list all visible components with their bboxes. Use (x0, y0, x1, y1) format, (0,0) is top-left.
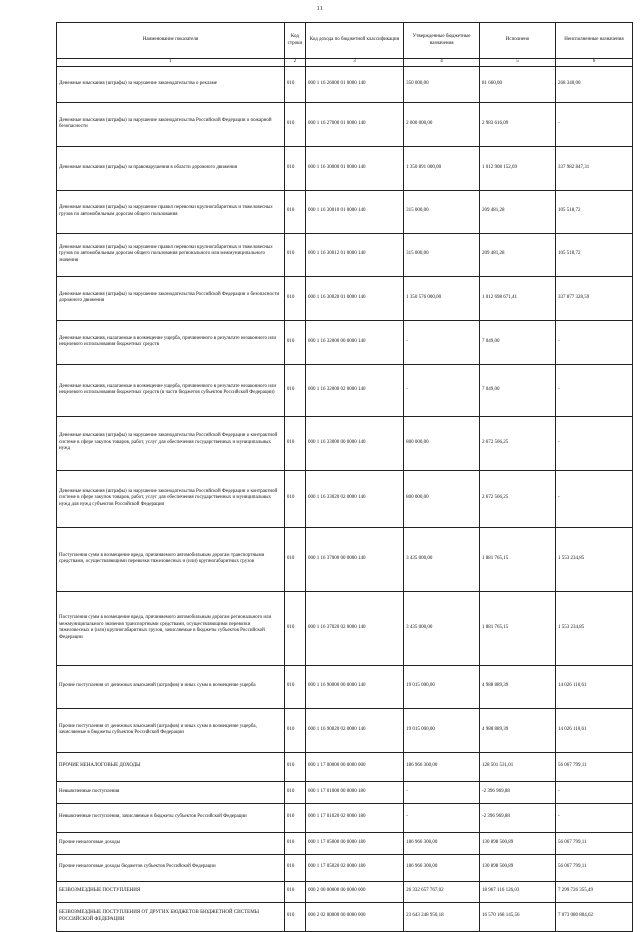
table-row (57, 752, 633, 781)
row-kbk: 000 1 16 90000 00 0000 140 (305, 665, 403, 708)
row-executed: 130 898 500,89 (480, 832, 556, 854)
row-name: Невыясненные поступления (57, 781, 285, 803)
table-row (57, 470, 633, 527)
row-kbk: 000 1 16 30000 01 0000 140 (305, 146, 403, 190)
row-code: 010 (284, 102, 305, 146)
table-row (57, 854, 633, 881)
column-number: 3 (305, 59, 403, 67)
row-approved: 186 966 300,00 (404, 832, 480, 854)
row-executed: 1 012 908 152,69 (480, 146, 556, 190)
row-code: 010 (284, 233, 305, 276)
row-kbk: 000 1 16 26000 01 0000 140 (305, 66, 403, 102)
row-approved: 350 000,00 (404, 66, 480, 102)
row-code: 010 (284, 470, 305, 527)
row-name: Денежные взыскания (штрафы) за нарушение законодательства Российской Федерации о пожарной безопасности (57, 102, 285, 146)
column-number: 6 (555, 59, 632, 67)
row-kbk: 000 1 16 33020 02 0000 140 (305, 470, 403, 527)
row-kbk: 000 2 02 00000 00 0000 000 (305, 902, 403, 931)
row-unexecuted: 14 026 110,61 (555, 665, 632, 708)
row-code: 010 (284, 665, 305, 708)
row-unexecuted: - (555, 781, 632, 803)
row-name: Невыясненные поступления, зачисляемые в бюджеты субъектов Российской Федерации (57, 803, 285, 832)
table-row (57, 665, 633, 708)
row-code: 010 (284, 527, 305, 591)
column-number-row (57, 59, 633, 67)
row-executed: 81 660,00 (480, 66, 556, 102)
row-code: 010 (284, 708, 305, 752)
row-executed: 7 049,00 (480, 320, 556, 364)
table-row (57, 527, 633, 591)
page-number: 11 (316, 6, 324, 12)
row-name: Денежные взыскания (штрафы) за нарушение правил перевозки крупногабаритных и тяжеловесных грузов по автомобильным дорогам общего пользования (57, 190, 285, 233)
header-row (57, 23, 633, 59)
row-unexecuted: 337 877 328,59 (555, 276, 632, 320)
budget-execution-table (56, 22, 633, 932)
row-code: 010 (284, 591, 305, 665)
table-row (57, 320, 633, 364)
row-unexecuted: 105 518,72 (555, 190, 632, 233)
row-approved: 19 015 000,00 (404, 665, 480, 708)
row-name: Прочие поступления от денежных взысканий (штрафов) и иных сумм в возмещение ущерба, зачисляемые в бюджеты субъектов Российской Федерации (57, 708, 285, 752)
row-executed: 130 898 500,89 (480, 854, 556, 881)
row-kbk: 000 1 16 30020 01 0000 140 (305, 276, 403, 320)
row-code: 010 (284, 832, 305, 854)
row-code: 010 (284, 146, 305, 190)
row-unexecuted: 268 340,00 (555, 66, 632, 102)
row-unexecuted: - (555, 470, 632, 527)
row-approved: 23 643 248 950,18 (404, 902, 480, 931)
row-kbk: 000 1 17 05000 00 0000 180 (305, 832, 403, 854)
table-row (57, 881, 633, 902)
row-executed: 7 049,00 (480, 364, 556, 416)
table-row (57, 781, 633, 803)
row-unexecuted: 7 073 080 804,62 (555, 902, 632, 931)
row-approved: 3 435 000,00 (404, 591, 480, 665)
row-executed: 209 481,28 (480, 233, 556, 276)
row-name: Денежные взыскания (штрафы) за нарушение правил перевозки крупногабаритных и тяжеловесных грузов по автомобильным дорогам общего пользования регионального или межмуниципального значения (57, 233, 285, 276)
row-name: Прочие поступления от денежных взысканий (штрафов) и иных сумм в возмещение ущерба (57, 665, 285, 708)
row-unexecuted: 7 299 726 355,49 (555, 881, 632, 902)
row-name: Прочие неналоговые доходы (57, 832, 285, 854)
row-code: 010 (284, 66, 305, 102)
row-executed: 1 881 765,15 (480, 591, 556, 665)
row-code: 010 (284, 854, 305, 881)
row-kbk: 000 1 16 37000 00 0000 140 (305, 527, 403, 591)
row-name: Денежные взыскания, налагаемые в возмещение ущерба, причиненного в результате незаконного или нецелевого использования бюджетных средств (в части бюджетов субъектов Российской Федерации) (57, 364, 285, 416)
row-kbk: 000 1 16 33000 00 0000 140 (305, 416, 403, 470)
row-approved: - (404, 803, 480, 832)
table-row (57, 591, 633, 665)
row-approved: 1 350 891 000,00 (404, 146, 480, 190)
row-code: 010 (284, 416, 305, 470)
table-row (57, 902, 633, 931)
row-kbk: 000 1 16 32000 00 0000 140 (305, 320, 403, 364)
row-kbk: 000 1 17 00000 00 0000 000 (305, 752, 403, 781)
row-executed: 4 988 889,39 (480, 708, 556, 752)
row-kbk: 000 1 16 27000 01 0000 140 (305, 102, 403, 146)
row-code: 010 (284, 902, 305, 931)
header-code: Код строки (284, 23, 305, 59)
row-unexecuted: - (555, 803, 632, 832)
row-executed: 209 481,28 (480, 190, 556, 233)
row-unexecuted: 105 518,72 (555, 233, 632, 276)
row-code: 010 (284, 752, 305, 781)
row-code: 010 (284, 276, 305, 320)
header-approved: Утвержденные бюджетные назначения (404, 23, 480, 59)
row-approved: 26 332 657 767,02 (404, 881, 480, 902)
row-executed: 2 672 566,25 (480, 416, 556, 470)
row-name: Денежные взыскания, налагаемые в возмещение ущерба, причиненного в результате незаконного или нецелевого использования бюджетных средств (57, 320, 285, 364)
row-executed: 1 881 765,15 (480, 527, 556, 591)
row-name: Денежные взыскания (штрафы) за нарушение законодательства о рекламе (57, 66, 285, 102)
row-name: Поступления сумм в возмещение вреда, причиняемого автомобильным дорогам регионального или межмуниципального значения транспортными средствами, осуществляющими перевозки тяжеловесных и (или) крупногабаритных грузов, зачисляемые в бюджеты субъектов Российской Федерации (57, 591, 285, 665)
table-row (57, 832, 633, 854)
row-kbk: 000 1 16 32000 02 0000 140 (305, 364, 403, 416)
row-approved: - (404, 320, 480, 364)
row-approved: 186 966 300,00 (404, 752, 480, 781)
row-unexecuted: 56 067 799,11 (555, 854, 632, 881)
row-approved: 315 000,00 (404, 190, 480, 233)
row-code: 010 (284, 881, 305, 902)
table-row (57, 416, 633, 470)
row-executed: 18 967 116 126,03 (480, 881, 556, 902)
row-approved: 315 000,00 (404, 233, 480, 276)
row-executed: 2 983 616,09 (480, 102, 556, 146)
header-unexecuted: Неисполненные назначения (555, 23, 632, 59)
row-unexecuted: 1 553 234,85 (555, 527, 632, 591)
table-row (57, 146, 633, 190)
row-unexecuted: - (555, 320, 632, 364)
column-number: 1 (57, 59, 285, 67)
row-kbk: 000 1 17 01000 00 0000 180 (305, 781, 403, 803)
row-kbk: 000 1 16 30012 01 0000 140 (305, 233, 403, 276)
row-executed: 2 672 566,25 (480, 470, 556, 527)
table-row (57, 364, 633, 416)
row-approved: - (404, 364, 480, 416)
row-unexecuted: 56 067 799,11 (555, 752, 632, 781)
row-name: Денежные взыскания (штрафы) за нарушение законодательства Российской Федерации о контрактной системе в сфере закупок товаров, работ, услуг для обеспечения государственных и муниципальных нужд (57, 416, 285, 470)
row-approved: 2 000 000,00 (404, 102, 480, 146)
row-approved: 800 000,00 (404, 470, 480, 527)
table-row (57, 102, 633, 146)
row-kbk: 000 2 00 00000 00 0000 000 (305, 881, 403, 902)
row-executed: 1 012 698 671,41 (480, 276, 556, 320)
row-name: Поступления сумм в возмещение вреда, причиняемого автомобильным дорогам транспортными средствами, осуществляющими перевозки тяжеловесных и (или) крупногабаритных грузов (57, 527, 285, 591)
row-code: 010 (284, 781, 305, 803)
column-number: 5 (480, 59, 556, 67)
table-row (57, 276, 633, 320)
row-name: Денежные взыскания (штрафы) за правонарушения в области дорожного движения (57, 146, 285, 190)
row-kbk: 000 1 16 30010 01 0000 140 (305, 190, 403, 233)
row-code: 010 (284, 190, 305, 233)
row-executed: 128 501 531,01 (480, 752, 556, 781)
table-row (57, 66, 633, 102)
row-approved: 3 435 000,00 (404, 527, 480, 591)
column-number: 4 (404, 59, 480, 67)
row-kbk: 000 1 16 90020 02 0000 140 (305, 708, 403, 752)
row-unexecuted: 56 067 799,11 (555, 832, 632, 854)
table-row (57, 190, 633, 233)
row-unexecuted: 14 026 110,61 (555, 708, 632, 752)
table-row (57, 803, 633, 832)
row-approved: 19 015 000,00 (404, 708, 480, 752)
row-approved: 800 000,00 (404, 416, 480, 470)
row-executed: -2 396 969,88 (480, 803, 556, 832)
row-executed: 4 988 889,39 (480, 665, 556, 708)
row-name: БЕЗВОЗМЕЗДНЫЕ ПОСТУПЛЕНИЯ ОТ ДРУГИХ БЮДЖЕТОВ БЮДЖЕТНОЙ СИСТЕМЫ РОССИЙСКОЙ ФЕДЕРАЦИИ (57, 902, 285, 931)
row-code: 010 (284, 803, 305, 832)
row-kbk: 000 1 16 37020 02 0000 140 (305, 591, 403, 665)
row-approved: 1 350 576 000,00 (404, 276, 480, 320)
row-name: Денежные взыскания (штрафы) за нарушение законодательства Российской Федерации о безопасности дорожного движения (57, 276, 285, 320)
row-name: Денежные взыскания (штрафы) за нарушение законодательства Российской Федерации о контрактной системе в сфере закупок товаров, работ, услуг для обеспечения государственных и муниципальных нужд для нужд субъектов Российской Федерации (57, 470, 285, 527)
row-approved: - (404, 781, 480, 803)
row-executed: -2 396 969,88 (480, 781, 556, 803)
row-unexecuted: - (555, 416, 632, 470)
column-number: 2 (284, 59, 305, 67)
row-name: БЕЗВОЗМЕЗДНЫЕ ПОСТУПЛЕНИЯ (57, 881, 285, 902)
row-name: ПРОЧИЕ НЕНАЛОГОВЫЕ ДОХОДЫ (57, 752, 285, 781)
table-row (57, 233, 633, 276)
row-code: 010 (284, 320, 305, 364)
table-row (57, 708, 633, 752)
row-kbk: 000 1 17 01020 02 0000 180 (305, 803, 403, 832)
row-executed: 16 570 168 145,56 (480, 902, 556, 931)
row-approved: 186 966 300,00 (404, 854, 480, 881)
row-unexecuted: - (555, 102, 632, 146)
header-name: Наименование показателя (57, 23, 285, 59)
row-unexecuted: 337 982 847,31 (555, 146, 632, 190)
row-kbk: 000 1 17 05020 02 0000 180 (305, 854, 403, 881)
table-body (57, 66, 633, 931)
row-unexecuted: - (555, 364, 632, 416)
row-code: 010 (284, 364, 305, 416)
header-kbk: Код дохода по бюджетной классификации (305, 23, 403, 59)
header-executed: Исполнено (480, 23, 556, 59)
row-name: Прочие неналоговые доходы бюджетов субъектов Российской Федерации (57, 854, 285, 881)
row-unexecuted: 1 553 234,85 (555, 591, 632, 665)
